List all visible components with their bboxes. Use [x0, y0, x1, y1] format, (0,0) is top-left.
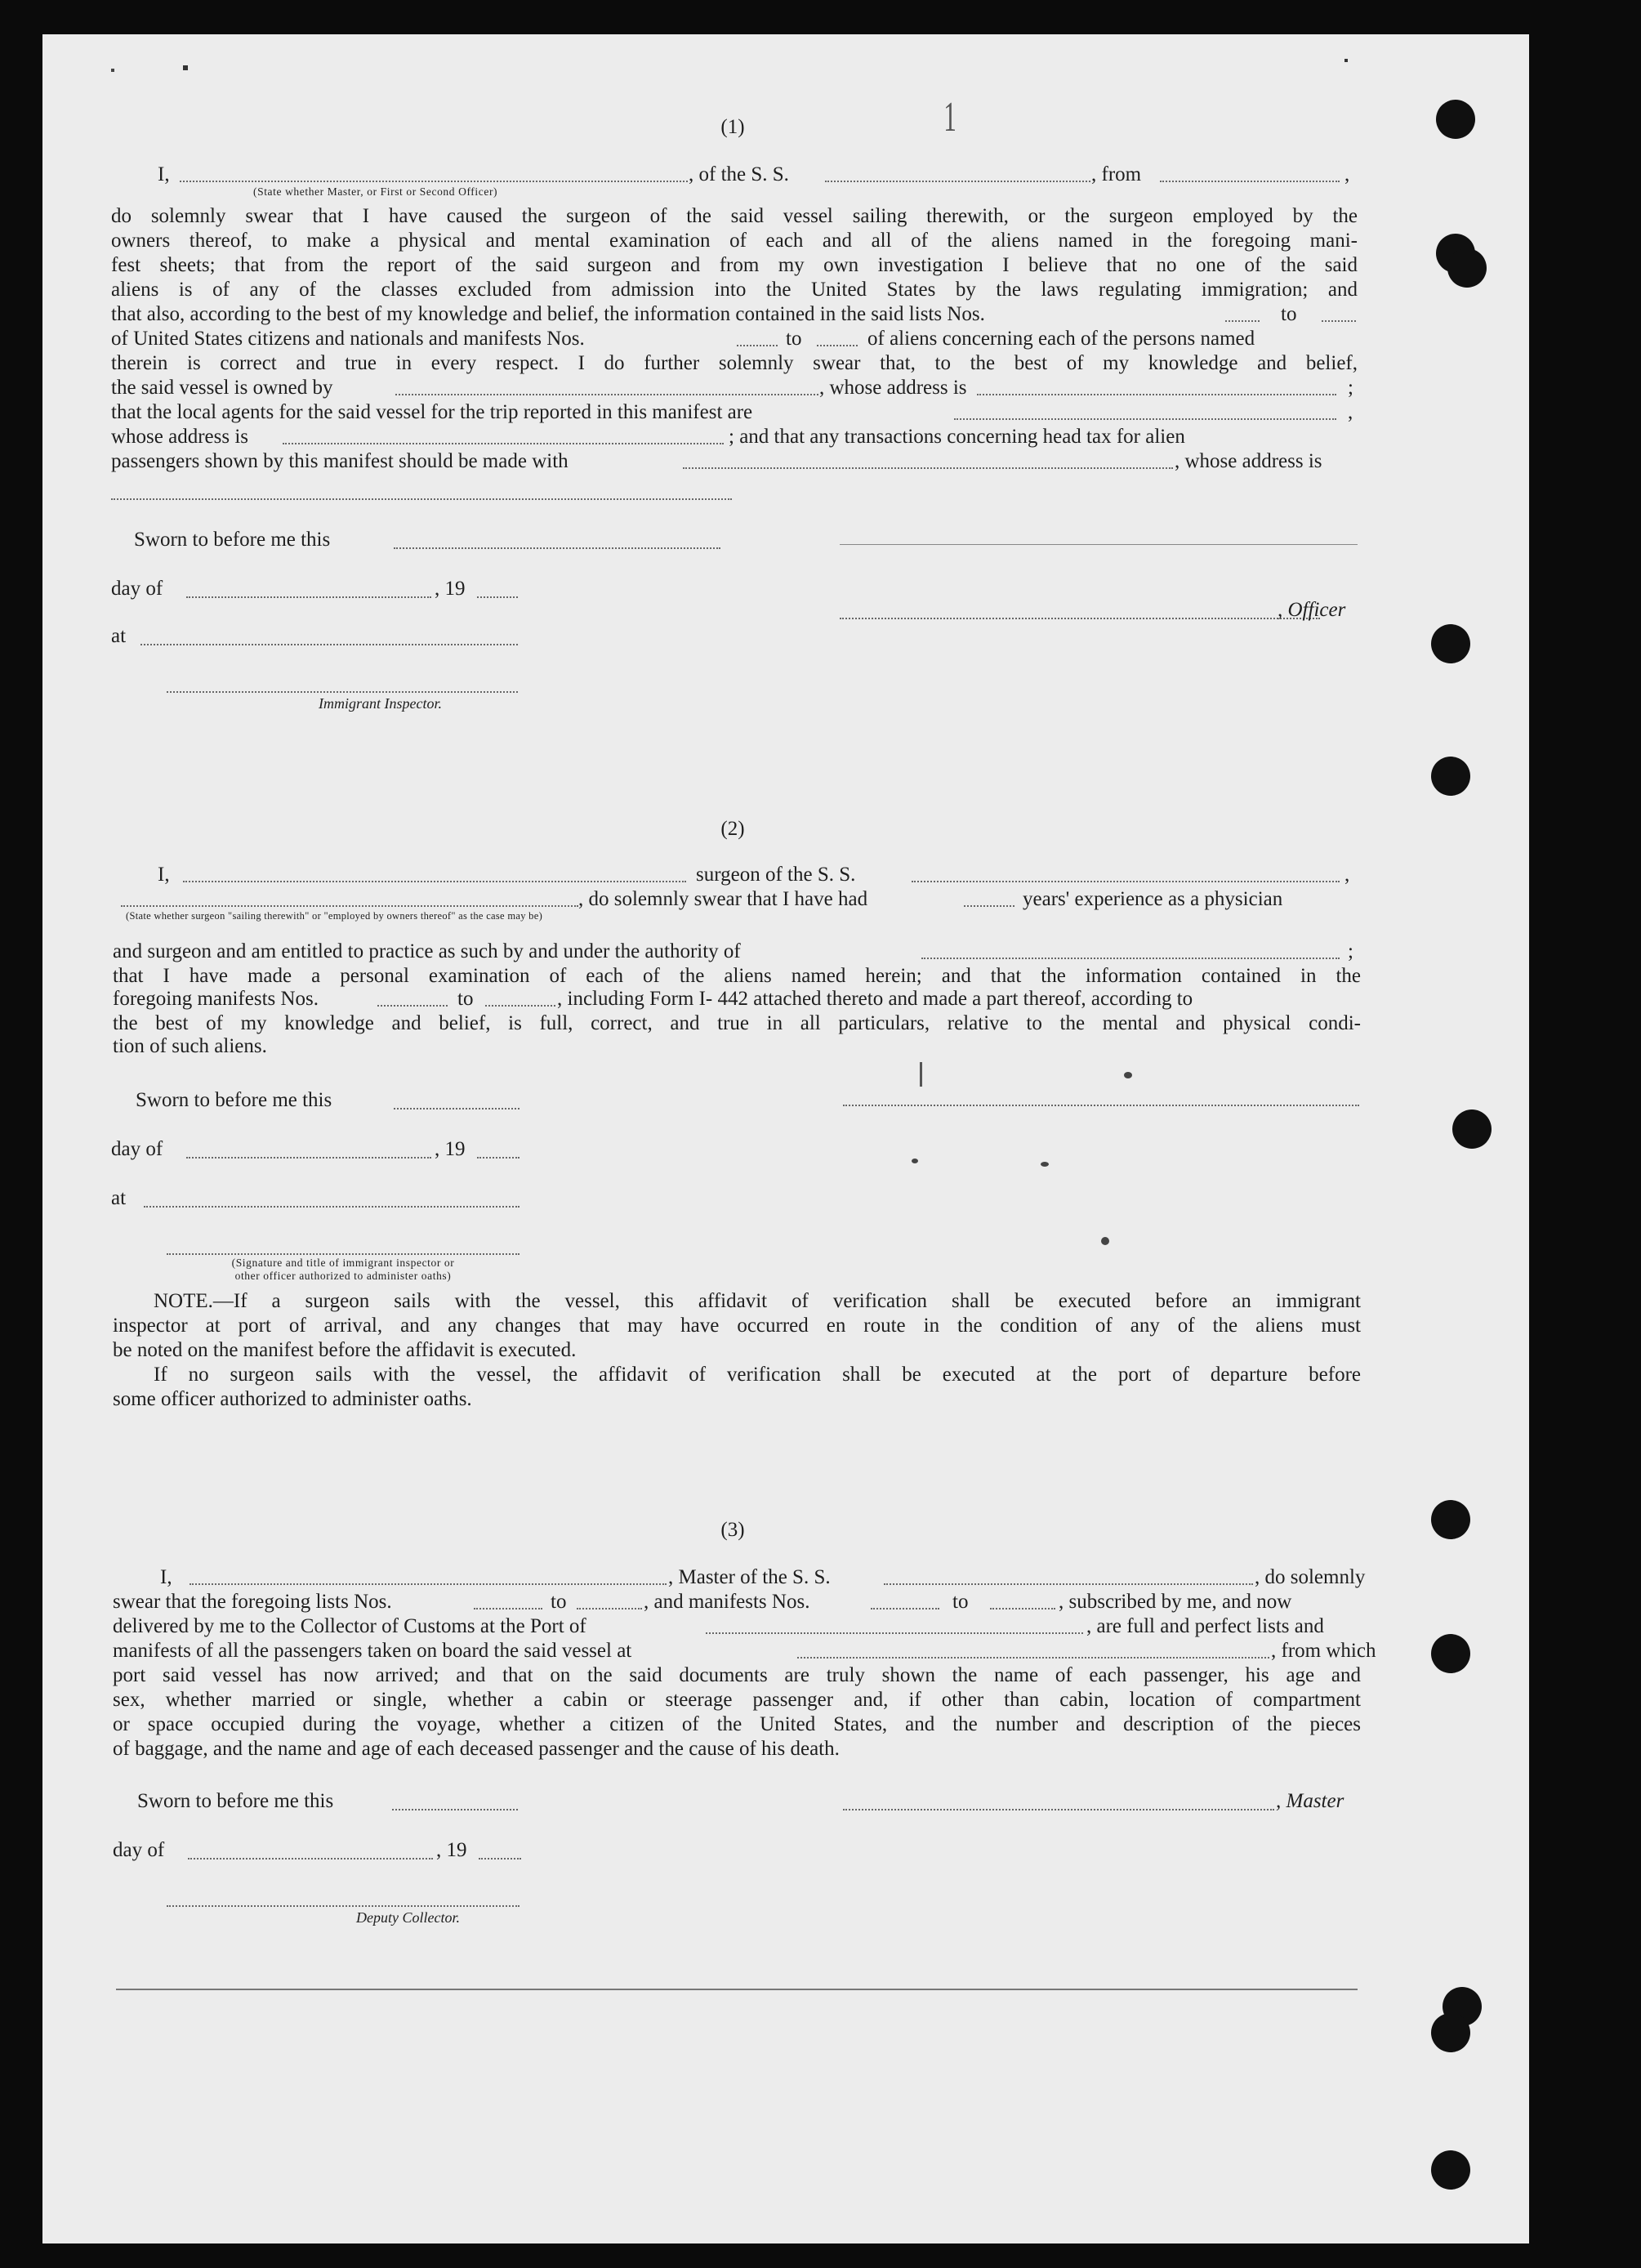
text-form-i442: , including Form I- 442 attached thereto and made a part thereof, according to	[557, 988, 1193, 1010]
text-to: to	[457, 988, 474, 1010]
inspector-label: Immigrant Inspector.	[319, 695, 442, 712]
text-do-solemnly: , do solemnly	[1255, 1566, 1366, 1588]
text-lists-nos: that also, according to the best of my knowledge and belief, the information contained in the said lists Nos.	[111, 303, 985, 325]
year-label: , 19	[435, 578, 466, 600]
binder-hole	[1431, 2150, 1470, 2190]
at-label: at	[111, 1187, 127, 1209]
text-therein: therein is correct and true in every respect. I do further solemnly swear that, to the best of my knowledge and belief,	[111, 352, 1358, 374]
blank-manifest-to[interactable]	[990, 1608, 1055, 1609]
text-perfect-lists: , are full and perfect lists and	[1086, 1615, 1324, 1637]
sworn-label: Sworn to before me this	[134, 529, 331, 551]
blank-month[interactable]	[186, 596, 431, 598]
blank-head-tax-address[interactable]	[111, 498, 732, 500]
state-note: (State whether surgeon "sailing therewith" or "employed by owners thereof" as the case may be)	[126, 910, 543, 922]
text-years-experience: years' experience as a physician	[1023, 888, 1283, 910]
deputy-signature-line[interactable]	[167, 1905, 520, 1907]
binder-hole	[1431, 757, 1470, 796]
ink-speck	[1124, 1072, 1132, 1078]
text-head-tax: ; and that any transactions concerning head tax for alien	[729, 426, 1185, 448]
ink-speck	[912, 1159, 918, 1163]
text-to: to	[952, 1591, 969, 1613]
sworn-label: Sworn to before me this	[137, 1790, 334, 1812]
binder-hole	[1452, 1109, 1492, 1149]
text-knowledge: the best of my knowledge and belief, is full, correct, and true in all particulars, relative to the mental and physical condi-	[113, 1012, 1361, 1034]
label-surgeon-of: surgeon of the S. S.	[696, 864, 856, 886]
text-manifests-nos: , and manifests Nos.	[644, 1591, 810, 1613]
blank-manifest-to[interactable]	[485, 1005, 555, 1007]
blank-year[interactable]	[477, 1157, 520, 1159]
section-number-2: (2)	[720, 818, 745, 840]
section-number-3: (3)	[720, 1519, 745, 1541]
text-whose-address: , whose address is	[819, 377, 967, 399]
line-end: ;	[1348, 940, 1353, 962]
year-label: , 19	[435, 1138, 466, 1160]
blank-lists-to[interactable]	[1322, 320, 1356, 322]
deputy-label: Deputy Collector.	[356, 1909, 460, 1926]
blank-sworn-day[interactable]	[392, 1809, 518, 1810]
text-owned-by: the said vessel is owned by	[111, 377, 333, 399]
line-end: ,	[1348, 401, 1353, 423]
text-aliens-concerning: of aliens concerning each of the persons named	[867, 328, 1255, 350]
blank-lists-to[interactable]	[577, 1608, 642, 1609]
blank-lists-from[interactable]	[474, 1608, 542, 1609]
line-end: ;	[1348, 377, 1353, 399]
blank-manifest-from[interactable]	[871, 1608, 939, 1609]
day-of-label: day of	[113, 1839, 165, 1861]
text-citizens: of United States citizens and nationals and manifests Nos.	[111, 328, 585, 350]
form-page	[42, 34, 1529, 2243]
blank-at-place[interactable]	[140, 644, 518, 645]
ink-speck	[920, 1062, 922, 1087]
text-whose-address: whose address is	[111, 426, 249, 448]
text-to: to	[551, 1591, 567, 1613]
text-foregoing-lists: swear that the foregoing lists Nos.	[113, 1591, 392, 1613]
section-number-1: (1)	[720, 116, 745, 138]
ink-speck	[1101, 1237, 1109, 1245]
text-whose-address: , whose address is	[1175, 450, 1322, 472]
blank-sworn-day[interactable]	[394, 1108, 520, 1109]
blank-manifest-from[interactable]	[737, 345, 778, 346]
label-from: , from	[1091, 163, 1142, 185]
master-signature-line[interactable]	[843, 1809, 1274, 1810]
label-i: I,	[160, 1566, 172, 1588]
blank-authority[interactable]	[921, 958, 1340, 959]
blank-month[interactable]	[186, 1157, 431, 1159]
blank-at-place[interactable]	[144, 1206, 520, 1208]
blank-vessel-name[interactable]	[884, 1583, 1253, 1585]
day-of-label: day of	[111, 578, 163, 600]
binder-hole	[1447, 248, 1487, 288]
text-do-solemnly: , do solemnly swear that I have had	[578, 888, 868, 910]
binder-hole	[1431, 1500, 1470, 1539]
text-local-agents: that the local agents for the said vessel for the trip reported in this manifest are	[111, 401, 753, 423]
blank-vessel-name[interactable]	[825, 181, 1090, 182]
blank-officer-name[interactable]	[180, 181, 688, 182]
inspector-signature-line[interactable]	[167, 691, 518, 693]
day-of-label: day of	[111, 1138, 163, 1160]
blank-surgeon-name[interactable]	[183, 881, 686, 882]
signature-note: (Signature and title of immigrant inspector or other officer authorized to administer oaths)	[231, 1257, 455, 1282]
binder-hole	[1431, 1634, 1470, 1673]
text-to: to	[1281, 303, 1297, 325]
signature-line[interactable]	[843, 1105, 1359, 1106]
blank-years[interactable]	[964, 905, 1014, 907]
state-note: (State whether Master, or First or Second Officer)	[253, 185, 498, 198]
blank-manifest-from[interactable]	[377, 1005, 448, 1007]
blank-agents-address[interactable]	[283, 443, 724, 444]
blank-surgeon-status[interactable]	[121, 905, 578, 907]
at-label: at	[111, 625, 127, 647]
label-i: I,	[158, 864, 170, 886]
blank-lists-from[interactable]	[1225, 320, 1260, 322]
binder-hole	[1431, 624, 1470, 663]
sworn-label: Sworn to before me this	[136, 1089, 332, 1111]
label-of-ss: , of the S. S.	[689, 163, 789, 185]
bottom-rule	[116, 1989, 1358, 1990]
line-end: ,	[1344, 864, 1350, 886]
note-paragraph: NOTE.—If a surgeon sails with the vessel, this affidavit of verification shall be executed before an immigrant inspector at port of arrival, and any changes that may have occurred en route in the condition of any of the aliens must be noted on the manifest before the affidavit is executed. If no surgeon sails with the vessel, the affidavit of verification shall be executed at the port of departure before some officer authorized to administer oaths.	[113, 1290, 1361, 1410]
blank-port[interactable]	[706, 1632, 1083, 1634]
year-label: , 19	[436, 1839, 467, 1861]
blank-owner[interactable]	[395, 394, 818, 395]
text-from-which: , from which	[1271, 1640, 1376, 1662]
text-foregoing-manifests: foregoing manifests Nos.	[113, 988, 319, 1010]
label-i: I,	[158, 163, 170, 185]
blank-master-name[interactable]	[190, 1583, 667, 1585]
stray-mark	[1344, 59, 1348, 62]
binder-hole	[1431, 2013, 1470, 2052]
blank-month[interactable]	[188, 1858, 433, 1859]
master-label: , Master	[1276, 1790, 1344, 1812]
blank-embark-port[interactable]	[797, 1657, 1269, 1659]
text-examination: that I have made a personal examination of each of the aliens named herein; and that the information contained in the	[113, 965, 1361, 987]
blank-local-agents[interactable]	[954, 418, 1336, 420]
officer-label: , Officer	[1278, 599, 1346, 621]
blank-year[interactable]	[479, 1858, 521, 1859]
stray-mark	[183, 65, 188, 70]
blank-sworn-day[interactable]	[394, 547, 720, 549]
label-master-of: , Master of the S. S.	[668, 1566, 831, 1588]
officer-signature-line[interactable]	[840, 618, 1320, 619]
text-to: to	[786, 328, 802, 350]
blank-manifest-to[interactable]	[817, 345, 858, 346]
text-authority: and surgeon and am entitled to practice as such by and under the authority of	[113, 940, 741, 962]
text-collector: delivered by me to the Collector of Customs at the Port of	[113, 1615, 586, 1637]
blank-vessel-name[interactable]	[912, 881, 1340, 882]
text-taken-on-board: manifests of all the passengers taken on board the said vessel at	[113, 1640, 632, 1662]
blank-from-port[interactable]	[1160, 181, 1340, 182]
signature-line[interactable]	[840, 544, 1358, 545]
text-such-aliens: tion of such aliens.	[113, 1035, 267, 1057]
blank-owner-address[interactable]	[977, 394, 1336, 395]
blank-year[interactable]	[477, 596, 518, 598]
oath-paragraph-1: do solemnly swear that I have caused the surgeon of the said vessel sailing therewith, or the surgeon employed by the owners thereof, to make a physical and mental examination of each and all of the aliens named in the foregoing mani- fest sheets; that from the report of the said surgeon and from my own investigation I believe that no one of the said aliens is of any of the classes excluded from admission into the United States by the laws regulating immigration; and	[111, 205, 1358, 301]
text-passengers: passengers shown by this manifest should be made with	[111, 450, 569, 472]
text-subscribed: , subscribed by me, and now	[1059, 1591, 1292, 1613]
binder-hole	[1436, 100, 1475, 139]
pencil-tick-mark: 1	[943, 94, 957, 141]
ink-speck	[1041, 1162, 1049, 1167]
stray-mark	[111, 69, 114, 72]
blank-head-tax-party[interactable]	[683, 467, 1173, 469]
oath-paragraph-3: port said vessel has now arrived; and that on the said documents are truly shown the name of each passenger, his age and sex, whether married or single, whether a cabin or steerage passenger and, if other than cabin, location of compartment or space occupied during the voyage, whether a citizen of the United States, and the number and description of the pieces of baggage, and the name and age of each deceased passenger and the cause of his death.	[113, 1664, 1361, 1760]
line-end: ,	[1344, 163, 1350, 185]
inspector-signature-line[interactable]	[167, 1253, 520, 1255]
